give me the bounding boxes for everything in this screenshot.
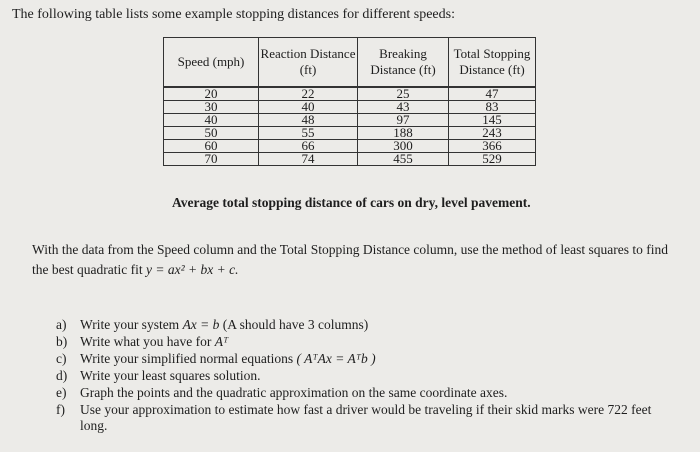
question-e	[56, 385, 507, 401]
table-row	[164, 140, 536, 153]
cell-speed: 30	[164, 101, 259, 114]
question-label: b)	[56, 334, 68, 349]
question-b	[56, 334, 228, 350]
table-caption: Average total stopping distance of cars on dry, level pavement.	[172, 195, 531, 210]
cell-breaking: 300	[358, 140, 449, 153]
cell-breaking: 455	[358, 153, 449, 166]
cell-total: 243	[449, 127, 536, 140]
instructions-text: With the data from the Speed column and the Total Stopping Distance column, use the method of least squares to find the best quadratic fit	[32, 242, 668, 277]
cell-breaking: 25	[358, 87, 449, 101]
cell-reaction: 66	[259, 140, 358, 153]
cell-breaking: 188	[358, 127, 449, 140]
header-total-distance: Total Stopping Distance (ft)	[449, 38, 536, 88]
table-row	[164, 153, 536, 166]
stopping-distance-table	[163, 37, 536, 166]
intro-text: The following table lists some example stopping distances for different speeds:	[12, 7, 455, 22]
cell-breaking: 97	[358, 114, 449, 127]
cell-reaction: 48	[259, 114, 358, 127]
question-text: Write your least squares solution.	[80, 368, 261, 383]
question-a	[56, 317, 368, 333]
table-row	[164, 114, 536, 127]
cell-total: 529	[449, 153, 536, 166]
table-row	[164, 101, 536, 114]
instructions-paragraph	[32, 240, 672, 280]
question-text: Write your system	[80, 317, 180, 332]
cell-reaction: 40	[259, 101, 358, 114]
question-text: Write your simplified normal equations	[80, 351, 294, 366]
question-label: d)	[56, 368, 68, 383]
question-text: Write what you have for	[80, 334, 212, 349]
cell-speed: 70	[164, 153, 259, 166]
cell-speed: 60	[164, 140, 259, 153]
cell-reaction: 22	[259, 87, 358, 101]
question-label: a)	[56, 317, 67, 332]
cell-reaction: 55	[259, 127, 358, 140]
header-reaction-distance: Reaction Distance (ft)	[259, 38, 358, 88]
question-math: ( AᵀAx = Aᵀb )	[296, 351, 376, 366]
question-text: Graph the points and the quadratic approximation on the same coordinate axes.	[80, 385, 508, 400]
question-d	[56, 368, 261, 384]
quadratic-formula: y = ax² + bx + c.	[145, 262, 239, 277]
header-breaking-distance: Breaking Distance (ft)	[358, 38, 449, 88]
question-math: Ax = b	[182, 317, 220, 332]
cell-reaction: 74	[259, 153, 358, 166]
cell-breaking: 43	[358, 101, 449, 114]
question-label: c)	[56, 351, 67, 366]
question-text: Use your approximation to estimate how fast a driver would be traveling if their skid marks were 722 feet long.	[80, 402, 652, 433]
question-note: (A should have 3 columns)	[222, 317, 369, 332]
question-label: e)	[56, 385, 67, 400]
header-speed: Speed (mph)	[164, 38, 259, 88]
question-math: Aᵀ	[214, 334, 229, 349]
table-row	[164, 127, 536, 140]
cell-total: 47	[449, 87, 536, 101]
cell-total: 83	[449, 101, 536, 114]
question-label: f)	[56, 402, 65, 417]
table-row	[164, 87, 536, 101]
cell-total: 145	[449, 114, 536, 127]
table-header-row	[164, 38, 536, 88]
cell-speed: 40	[164, 114, 259, 127]
question-f	[56, 402, 656, 434]
cell-speed: 20	[164, 87, 259, 101]
question-c	[56, 351, 376, 367]
cell-speed: 50	[164, 127, 259, 140]
cell-total: 366	[449, 140, 536, 153]
